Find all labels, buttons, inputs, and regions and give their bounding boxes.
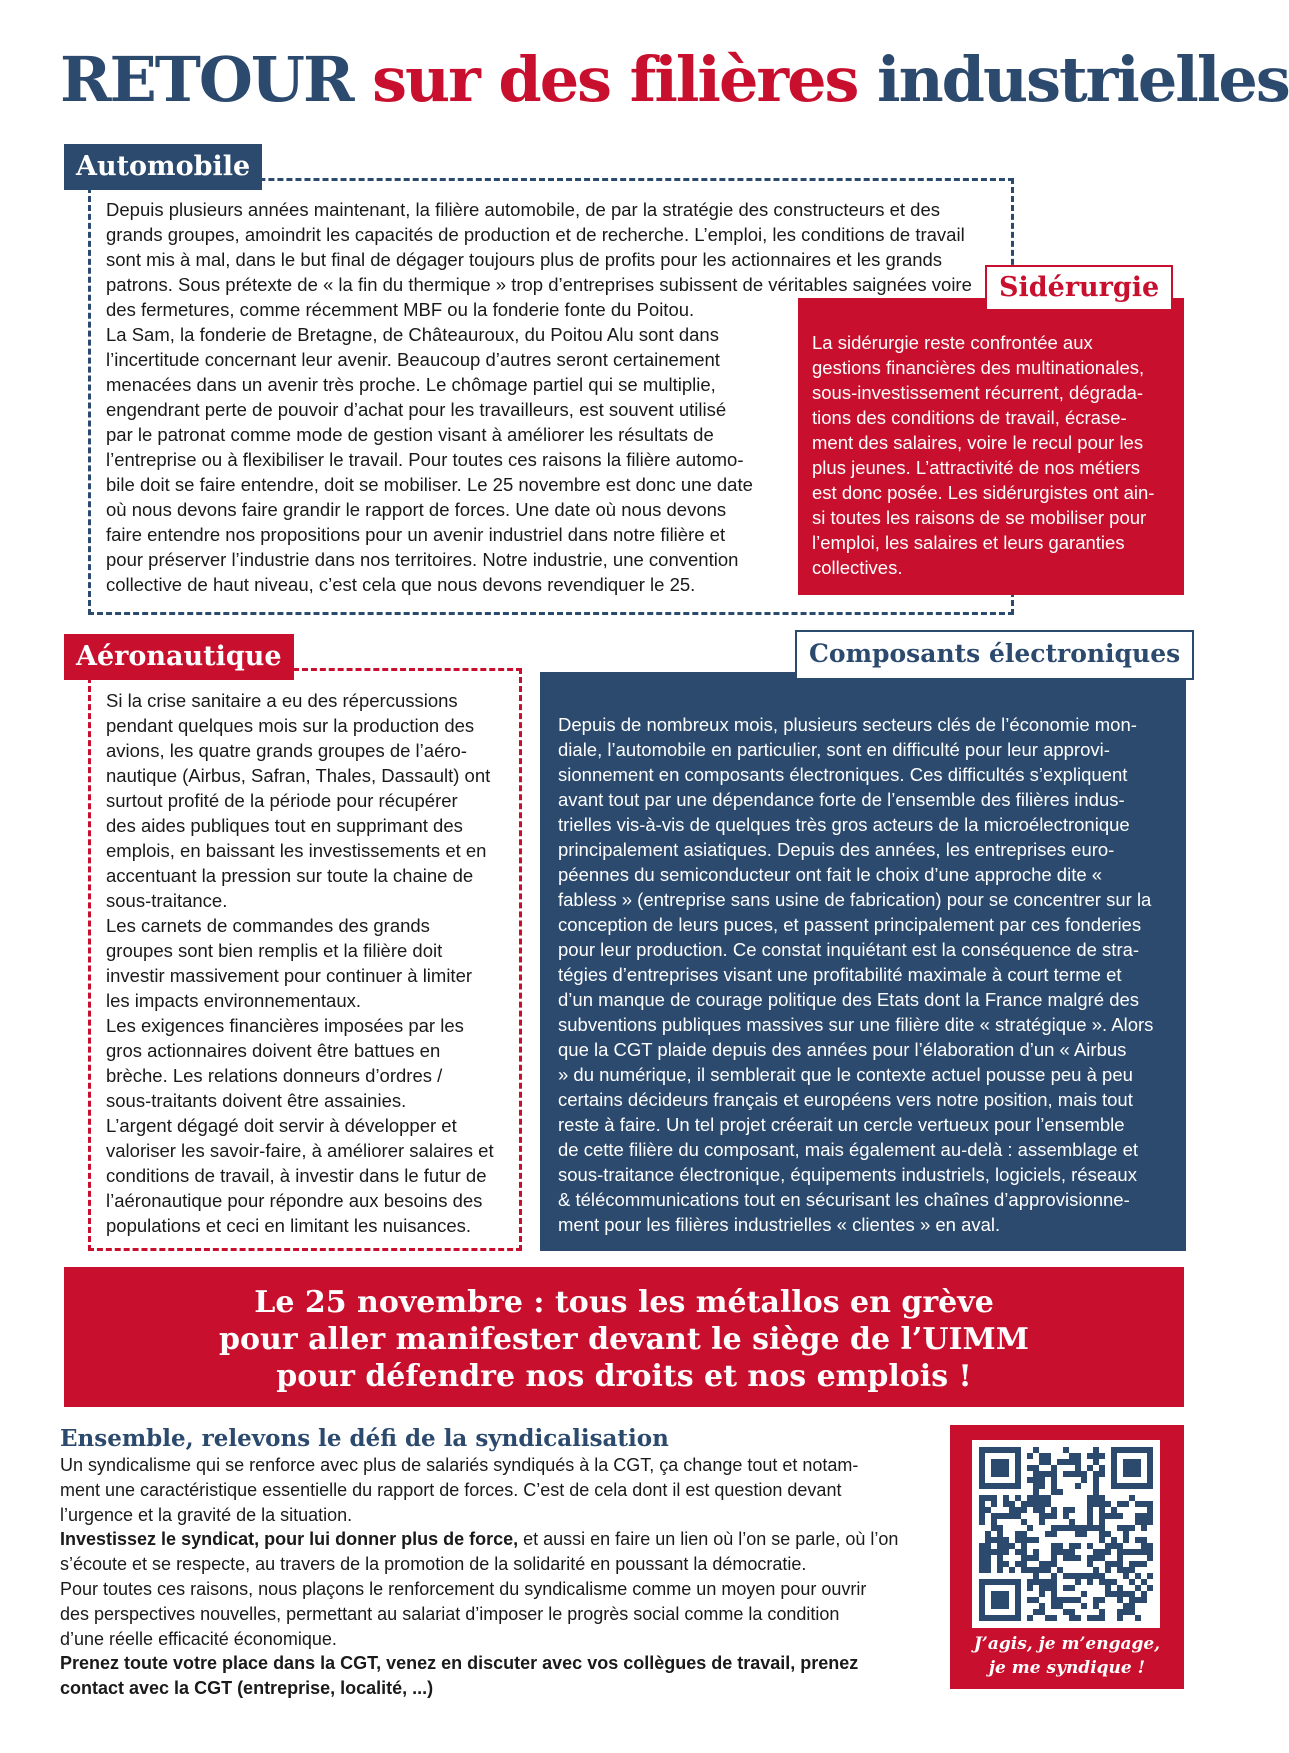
aeronautique-text [106, 688, 510, 1238]
aeronautique-line: valoriser les savoir-faire, à améliorer salaires et [106, 1140, 494, 1161]
siderurgie-line: sous-investissement récurrent, dégrada- [812, 382, 1144, 403]
composants-line: principalement asiatiques. Depuis des années, les entreprises euro- [558, 839, 1115, 860]
ensemble-regular-part: et aussi en faire un lien où l’on se parle, où l’on [518, 1529, 899, 1550]
composants-line: diale, l’automobile en particulier, sont en difficulté pour leur approvi- [558, 739, 1110, 760]
siderurgie-heading: Sidérurgie [985, 265, 1173, 311]
aeronautique-line: emplois, en baissant les investissements et en [106, 840, 487, 861]
automobile-line: où nous devons faire grandir le rapport de forces. Une date où nous devons [106, 499, 727, 520]
qr-code-icon[interactable] [972, 1440, 1160, 1628]
automobile-line: patrons. Sous prétexte de « la fin du thermique » trop d’entreprises subissent de véritables saignées voire [106, 274, 972, 295]
title-part-industrielles: industrielles [877, 43, 1289, 116]
qr-code-frame[interactable] [972, 1440, 1160, 1628]
page-title [60, 40, 1289, 120]
siderurgie-line: La sidérurgie reste confrontée aux [812, 332, 1093, 353]
aeronautique-line: brèche. Les relations donneurs d’ordres / [106, 1065, 443, 1086]
syndicalisation-text [60, 1453, 940, 1701]
automobile-line: pour préserver l’industrie dans nos territoires. Notre industrie, une convention [106, 549, 739, 570]
composants-heading: Composants électroniques [795, 630, 1194, 680]
automobile-line: bile doit se faire entendre, doit se mobiliser. Le 25 novembre est donc une date [106, 474, 753, 495]
composants-line: Depuis de nombreux mois, plusieurs secteurs clés de l’économie mon- [558, 714, 1137, 735]
composants-line: certains décideurs français et européens vers notre position, mais tout [558, 1089, 1133, 1110]
banner-line: pour aller manifester devant le siège de l’UIMM [219, 1322, 1029, 1357]
automobile-line: engendrant perte de pouvoir d’achat pour les travailleurs, est souvent utilisé [106, 399, 727, 420]
syndicalisation-heading: Ensemble, relevons le défi de la syndicalisation [60, 1425, 669, 1452]
composants-line: de cette filière du composant, mais également au-delà : assemblage et [558, 1139, 1138, 1160]
composants-line: & télécommunications tout en sécurisant les chaînes d’approvisionne- [558, 1189, 1130, 1210]
siderurgie-line: gestions financières des multinationales, [812, 357, 1145, 378]
automobile-line: l’entreprise ou à flexibiliser le travail. Pour toutes ces raisons la filière automo- [106, 449, 744, 470]
composants-line: pour leur production. Ce constat inquiétant est la conséquence de stra- [558, 939, 1140, 960]
siderurgie-text [812, 330, 1176, 580]
aeronautique-line: gros actionnaires doivent être battues en [106, 1040, 441, 1061]
automobile-line: par le patronat comme mode de gestion visant à améliorer les résultats de [106, 424, 714, 445]
aeronautique-line: Les exigences financières imposées par les [106, 1015, 464, 1036]
composants-line: sionnement en composants électroniques. Ces difficultés s’expliquent [558, 764, 1128, 785]
composants-line: péennes du semiconducteur ont fait le choix d’une approche dite « [558, 864, 1103, 885]
aeronautique-line: sous-traitants doivent être assainies. [106, 1090, 407, 1111]
ensemble-line: d’une réelle efficacité économique. [60, 1628, 337, 1649]
aeronautique-line: l’aéronautique pour répondre aux besoins des [106, 1190, 483, 1211]
ensemble-line: ment une caractéristique essentielle du rapport de forces. C’est de cela dont il est question devant [60, 1479, 842, 1500]
composants-line: » du numérique, il semblerait que le contexte actuel pousse peu à peu [558, 1064, 1133, 1085]
aeronautique-line: des aides publiques tout en supprimant des [106, 815, 463, 836]
ensemble-line: Pour toutes ces raisons, nous plaçons le renforcement du syndicalisme comme un moyen pour ouvrir [60, 1578, 867, 1599]
siderurgie-line: si toutes les raisons de se mobiliser pour [812, 507, 1147, 528]
automobile-line: La Sam, la fonderie de Bretagne, de Châteauroux, du Poitou Alu sont dans [106, 324, 719, 345]
automobile-line: Depuis plusieurs années maintenant, la filière automobile, de par la stratégie des constructeurs et des [106, 199, 940, 220]
siderurgie-line: tions des conditions de travail, écrase- [812, 407, 1127, 428]
composants-line: avant tout par une dépendance forte de l’ensemble des filières indus- [558, 789, 1125, 810]
banner-line: Le 25 novembre : tous les métallos en grève [254, 1285, 994, 1320]
aeronautique-line: surtout profité de la période pour récupérer [106, 790, 458, 811]
aeronautique-line: populations et ceci en limitant les nuisances. [106, 1215, 472, 1236]
aeronautique-line: L’argent dégagé doit servir à développer et [106, 1115, 457, 1136]
siderurgie-line: ment des salaires, voire le recul pour les [812, 432, 1144, 453]
siderurgie-line: collectives. [812, 557, 903, 578]
aeronautique-heading: Aéronautique [64, 634, 294, 680]
aeronautique-line: Si la crise sanitaire a eu des répercussions [106, 690, 458, 711]
siderurgie-line: l’emploi, les salaires et leurs garanties [812, 532, 1125, 553]
siderurgie-line: plus jeunes. L’attractivité de nos métiers [812, 457, 1141, 478]
aeronautique-line: accentuant la pression sur toute la chaine de [106, 865, 474, 886]
aeronautique-line: Les carnets de commandes des grands [106, 915, 430, 936]
composants-line: reste à faire. Un tel projet créerait un cercle vertueux pour l’ensemble [558, 1114, 1125, 1135]
aeronautique-line: pendant quelques mois sur la production des [106, 715, 475, 736]
composants-line: ment pour les filières industrielles « clientes » en aval. [558, 1214, 1001, 1235]
composants-line: conception de leurs puces, et passent principalement par ces fonderies [558, 914, 1142, 935]
qr-caption [950, 1632, 1184, 1680]
automobile-line: grands groupes, amoindrit les capacités de production et de recherche. L’emploi, les conditions de travail [106, 224, 965, 245]
strike-banner [64, 1267, 1184, 1407]
automobile-line: sont mis à mal, dans le but final de dégager toujours plus de profits pour les actionnaires et les grands [106, 249, 943, 270]
automobile-line: faire entendre nos propositions pour un avenir industriel dans notre filière et [106, 524, 726, 545]
aeronautique-line: investir massivement pour continuer à limiter [106, 965, 473, 986]
composants-line: tégies d’entreprises visant une profitabilité maximale à court terme et [558, 964, 1122, 985]
aeronautique-line: les impacts environnementaux. [106, 990, 362, 1011]
title-part-filieres: sur des filières [372, 43, 858, 116]
aeronautique-line: groupes sont bien remplis et la filière doit [106, 940, 443, 961]
ensemble-line: Un syndicalisme qui se renforce avec plus de salariés syndiqués à la CGT, ça change tout et notam- [60, 1455, 859, 1475]
ensemble-line-mixed [60, 1527, 940, 1552]
automobile-line: menacées dans un avenir très proche. Le chômage partiel qui se multiplie, [106, 374, 716, 395]
automobile-line: collective de haut niveau, c’est cela que nous devons revendiquer le 25. [106, 574, 696, 595]
automobile-line: l’incertitude concernant leur avenir. Beaucoup d’autres seront certainement [106, 349, 720, 370]
qr-caption-line: je me syndique ! [988, 1658, 1146, 1678]
composants-line: d’un manque de courage politique des Etats dont la France malgré des [558, 989, 1140, 1010]
ensemble-bold-part: Investissez le syndicat, pour lui donner plus de force, [60, 1529, 519, 1550]
composants-line: que la CGT plaide depuis des années pour l’élaboration d’un « Airbus [558, 1039, 1127, 1060]
composants-line: sous-traitance électronique, équipements industriels, logiciels, réseaux [558, 1164, 1137, 1185]
automobile-heading: Automobile [64, 144, 262, 190]
title-part-retour: RETOUR [60, 43, 353, 116]
aeronautique-line: nautique (Airbus, Safran, Thales, Dassault) ont [106, 765, 491, 786]
composants-line: subventions publiques massives sur une filière dite « stratégique ». Alors [558, 1014, 1154, 1035]
aeronautique-line: sous-traitance. [106, 890, 228, 911]
ensemble-line-bold: Prenez toute votre place dans la CGT, venez en discuter avec vos collègues de travail, prenez [60, 1653, 859, 1674]
automobile-line: des fermetures, comme récemment MBF ou la fonderie fonte du Poitou. [106, 299, 695, 320]
siderurgie-line: est donc posée. Les sidérurgistes ont ain- [812, 482, 1155, 503]
composants-line: fabless » (entreprise sans usine de fabrication) pour se concentrer sur la [558, 889, 1152, 910]
aeronautique-line: conditions de travail, à investir dans le futur de [106, 1165, 487, 1186]
ensemble-line: des perspectives nouvelles, permettant au salariat d’imposer le progrès social comme la condition [60, 1603, 840, 1624]
ensemble-line-bold: contact avec la CGT (entreprise, localité, ...) [60, 1678, 434, 1699]
composants-line: trielles vis-à-vis de quelques très gros acteurs de la microélectronique [558, 814, 1130, 835]
ensemble-line: s’écoute et se respecte, au travers de la promotion de la solidarité en poussant la démocratie. [60, 1554, 807, 1575]
ensemble-line: l’urgence et la gravité de la situation. [60, 1504, 353, 1525]
aeronautique-line: avions, les quatre grands groupes de l’aéro- [106, 740, 467, 761]
banner-line: pour défendre nos droits et nos emplois ! [276, 1359, 972, 1394]
qr-caption-line: J’agis, je m’engage, [973, 1634, 1161, 1654]
composants-text [558, 712, 1174, 1237]
